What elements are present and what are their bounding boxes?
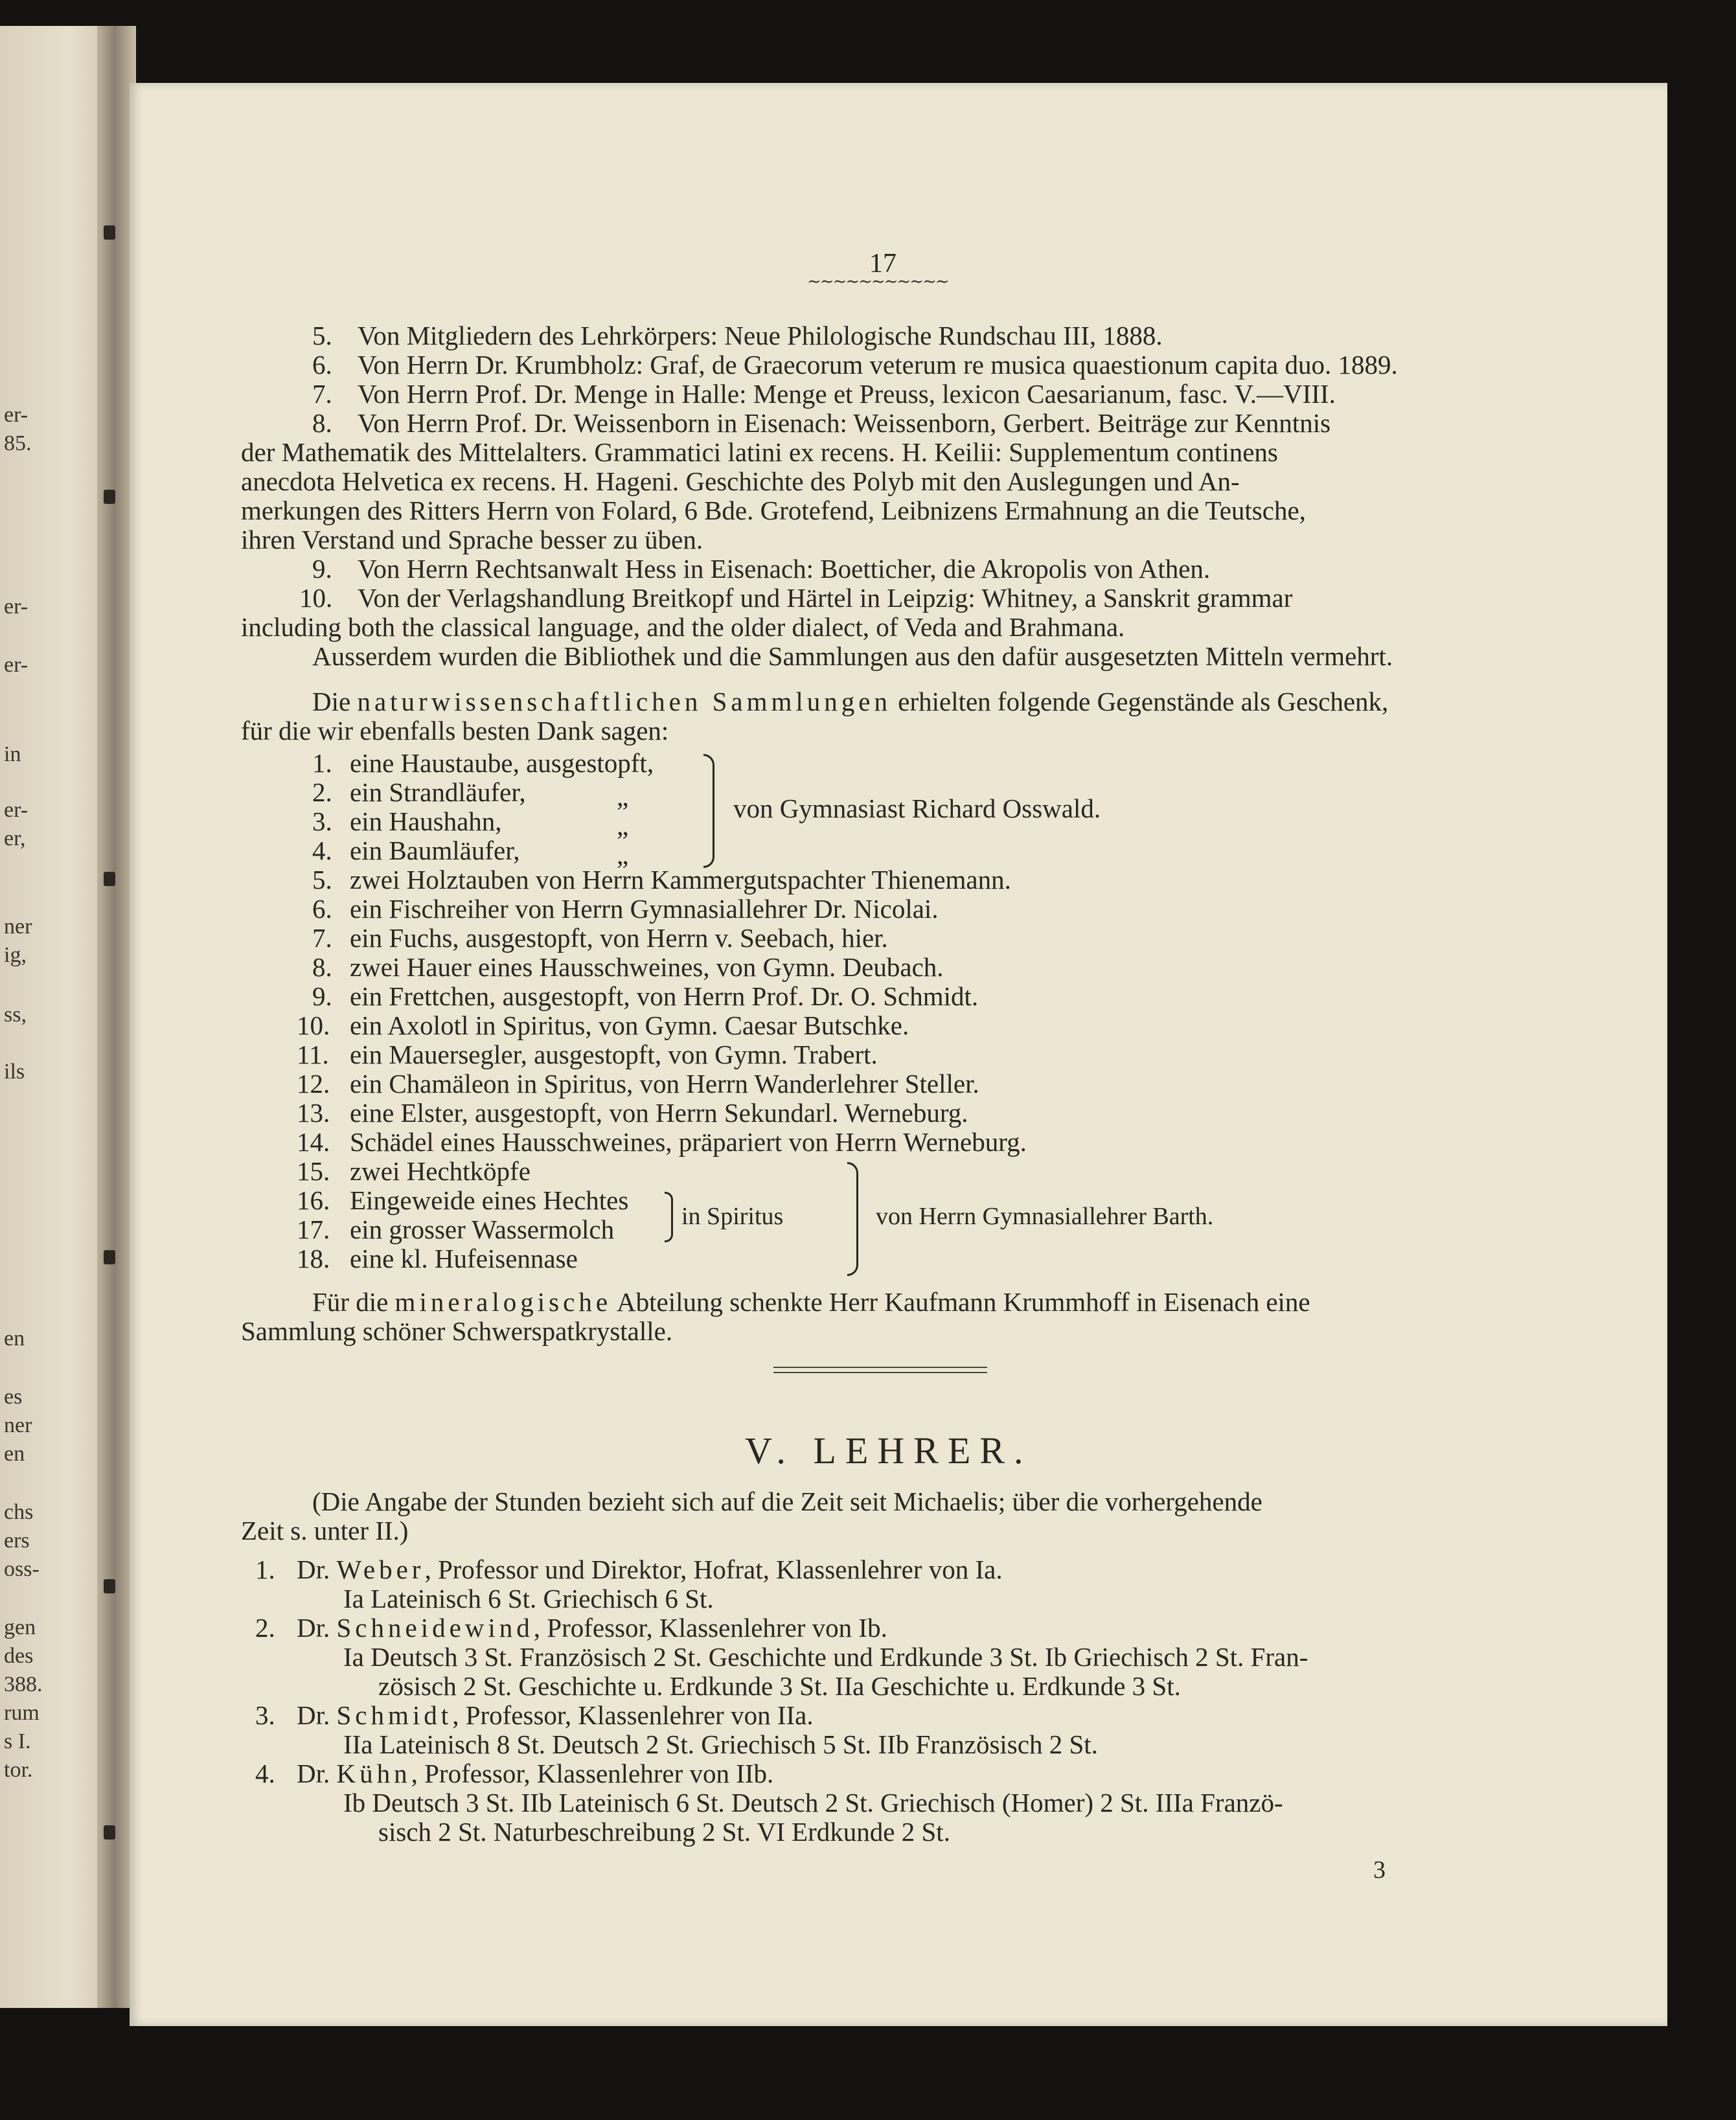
nat-item-text: zwei Hauer eines Hausschweines, von Gymn. Deubach. bbox=[350, 952, 944, 982]
teacher-desc: , Professor, Klassenlehrer von IIb. bbox=[411, 1759, 774, 1788]
margin-fragment: es bbox=[4, 1385, 23, 1409]
ausserdem-paragraph: Ausserdem wurden die Bibliothek und die Sammlungen aus den dafür ausgesetzten Mitteln vermehrt. bbox=[312, 641, 1393, 671]
library-item-text: Von Herrn Prof. Dr. Weissenborn in Eisenach: Weissenborn, Gerbert. Beiträge zur Kenntnis bbox=[358, 408, 1331, 438]
nat-item-number: 13. bbox=[297, 1098, 330, 1128]
library-item-number: 6. bbox=[312, 350, 332, 380]
nat-item-text: zwei Holztauben von Herrn Kammergutspachter Thienemann. bbox=[350, 865, 1011, 895]
teacher-entry bbox=[297, 1761, 773, 1787]
teacher-name: Kühn bbox=[336, 1759, 411, 1788]
section-heading: V. LEHRER. bbox=[745, 1430, 1033, 1472]
teacher-name: Schmidt bbox=[336, 1700, 453, 1730]
nat-item-text: zwei Hechtköpfe bbox=[350, 1156, 531, 1186]
curly-brace bbox=[847, 1162, 858, 1276]
nat-item-text: eine kl. Hufeisennase bbox=[350, 1244, 578, 1273]
teacher-hours: Ia Deutsch 3 St. Französisch 2 St. Geschichte und Erdkunde 3 St. Ib Griechisch 2 St. Fran- bbox=[343, 1642, 1308, 1672]
margin-fragment: 85. bbox=[4, 431, 32, 455]
nat-item-number: 12. bbox=[297, 1069, 330, 1099]
teacher-entry bbox=[297, 1702, 814, 1729]
margin-fragment: oss- bbox=[4, 1557, 40, 1581]
nat-item-text: ein Strandläufer, bbox=[350, 777, 526, 807]
nat-item-text: ein Fischreiher von Herrn Gymnasiallehrer Dr. Nicolai. bbox=[350, 894, 939, 924]
margin-fragment: er- bbox=[4, 798, 29, 822]
nat-item-number: 18. bbox=[297, 1244, 330, 1273]
nat-item-number: 14. bbox=[297, 1127, 330, 1157]
margin-fragment: er- bbox=[4, 653, 29, 677]
teacher-entry bbox=[297, 1615, 887, 1641]
teacher-title: Dr. bbox=[297, 1555, 330, 1584]
nat-item-text: ein Haushahn, bbox=[350, 806, 502, 836]
library-item-text: Von Herrn Dr. Krumbholz: Graf, de Graecorum veterum re musica quaestionum capita duo. 1889. bbox=[358, 350, 1398, 380]
nat-item-text: eine Haustaube, ausgestopft, bbox=[350, 748, 654, 778]
teacher-number: 3. bbox=[255, 1700, 275, 1730]
library-item-continuation: including both the classical language, and the older dialect, of Veda and Brahmana. bbox=[241, 612, 1125, 642]
nat-item-text: ein Frettchen, ausgestopft, von Herrn Prof. Dr. O. Schmidt. bbox=[350, 981, 979, 1011]
nat-item-text: ein Axolotl in Spiritus, von Gymn. Caesar Butschke. bbox=[350, 1010, 909, 1040]
binding-stitch bbox=[104, 1825, 115, 1840]
nat-item-text: Eingeweide eines Hechtes bbox=[350, 1185, 629, 1215]
nat-item-number: 11. bbox=[297, 1040, 329, 1069]
ornament-rule: ∼∼∼∼∼∼∼∼∼∼∼ bbox=[807, 272, 948, 291]
nat-item-number: 10. bbox=[297, 1010, 330, 1040]
library-item-text: Von der Verlagshandlung Breitkopf und Härtel in Leipzig: Whitney, a Sanskrit grammar bbox=[358, 583, 1293, 613]
binding-stitch bbox=[104, 872, 115, 886]
teacher-title: Dr. bbox=[297, 1613, 330, 1643]
margin-fragment: ner bbox=[4, 1413, 32, 1437]
nat-item-number: 9. bbox=[312, 981, 332, 1011]
nat-item-number: 6. bbox=[312, 894, 332, 924]
nat-intro-line2: für die wir ebenfalls besten Dank sagen: bbox=[241, 716, 669, 746]
signature-mark: 3 bbox=[1373, 1856, 1386, 1884]
section-divider bbox=[773, 1367, 987, 1368]
nat-item-number: 3. bbox=[312, 806, 332, 836]
margin-fragment: er, bbox=[4, 826, 26, 850]
margin-fragment: in bbox=[4, 742, 21, 766]
library-item-number: 8. bbox=[312, 408, 332, 438]
teacher-number: 2. bbox=[255, 1613, 275, 1643]
teacher-hours: IIa Lateinisch 8 St. Deutsch 2 St. Griechisch 5 St. IIb Französisch 2 St. bbox=[343, 1729, 1098, 1759]
margin-fragment: gen bbox=[4, 1615, 36, 1639]
nat-item-text: ein Baumläufer, bbox=[350, 836, 520, 865]
curly-brace bbox=[665, 1192, 673, 1242]
teacher-number: 1. bbox=[255, 1555, 275, 1584]
library-item-number: 5. bbox=[312, 321, 332, 350]
margin-fragment: ner bbox=[4, 915, 32, 939]
teacher-number: 4. bbox=[255, 1759, 275, 1788]
library-item-text: Von Mitgliedern des Lehrkörpers: Neue Philologische Rundschau III, 1888. bbox=[358, 321, 1163, 350]
nat-item-number: 4. bbox=[312, 836, 332, 865]
library-item-number: 7. bbox=[312, 379, 332, 409]
margin-fragment: ig, bbox=[4, 943, 27, 967]
teacher-hours: zösisch 2 St. Geschichte u. Erdkunde 3 St. IIa Geschichte u. Erdkunde 3 St. bbox=[378, 1671, 1181, 1701]
teacher-name: Weber bbox=[336, 1555, 425, 1584]
library-item-text: Von Herrn Rechtsanwalt Hess in Eisenach: Boetticher, die Akropolis von Athen. bbox=[358, 554, 1211, 584]
library-item-number: 9. bbox=[312, 554, 332, 584]
mineral-line2: Sammlung schöner Schwerspatkrystalle. bbox=[241, 1316, 673, 1346]
teacher-title: Dr. bbox=[297, 1759, 330, 1788]
brace-label: von Gymnasiast Richard Osswald. bbox=[733, 793, 1101, 823]
mineral-line1 bbox=[312, 1289, 1310, 1316]
ditto-mark: „ bbox=[617, 782, 629, 812]
margin-fragment: chs bbox=[4, 1500, 34, 1524]
margin-fragment: tor. bbox=[4, 1758, 33, 1782]
teacher-desc: , Professor, Klassenlehrer von Ib. bbox=[533, 1613, 887, 1643]
lehrer-note-line2: Zeit s. unter II.) bbox=[241, 1516, 409, 1545]
teacher-hours: Ia Lateinisch 6 St. Griechisch 6 St. bbox=[343, 1584, 714, 1613]
binding-stitch bbox=[104, 1250, 115, 1264]
brace-inner-label: in Spiritus bbox=[681, 1203, 784, 1230]
margin-fragment: s I. bbox=[4, 1729, 31, 1753]
library-item-continuation: anecdota Helvetica ex recens. H. Hageni. Geschichte des Polyb mit den Auslegungen und An- bbox=[241, 466, 1240, 496]
nat-item-number: 2. bbox=[312, 777, 332, 807]
lehrer-note-line1: (Die Angabe der Stunden bezieht sich auf die Zeit seit Michaelis; über die vorhergehende bbox=[312, 1487, 1262, 1516]
margin-fragment: en bbox=[4, 1327, 25, 1351]
nat-item-text: eine Elster, ausgestopft, von Herrn Sekundarl. Werneburg. bbox=[350, 1098, 968, 1128]
teacher-name: Schneidewind bbox=[336, 1613, 534, 1643]
brace-label: von Herrn Gymnasiallehrer Barth. bbox=[876, 1203, 1214, 1230]
teacher-hours: Ib Deutsch 3 St. IIb Lateinisch 6 St. Deutsch 2 St. Griechisch (Homer) 2 St. IIIa Franzö- bbox=[343, 1788, 1283, 1818]
binding-stitch bbox=[104, 225, 115, 240]
nat-item-number: 8. bbox=[312, 952, 332, 982]
teacher-hours: sisch 2 St. Naturbeschreibung 2 St. VI Erdkunde 2 St. bbox=[378, 1817, 950, 1847]
margin-fragment: ss, bbox=[4, 1003, 27, 1027]
library-item-number: 10. bbox=[299, 583, 333, 613]
section-divider bbox=[773, 1372, 987, 1373]
margin-fragment: 388. bbox=[4, 1672, 43, 1696]
margin-fragment: er- bbox=[4, 403, 29, 427]
margin-fragment: ils bbox=[4, 1060, 25, 1084]
mineral-post: Abteilung schenkte Herr Kaufmann Krummhoff in Eisenach eine bbox=[617, 1287, 1310, 1317]
nat-item-text: ein Chamäleon in Spiritus, von Herrn Wanderlehrer Steller. bbox=[350, 1069, 979, 1099]
margin-fragment: en bbox=[4, 1442, 25, 1466]
book-page bbox=[130, 83, 1667, 2026]
page-number: 17 bbox=[869, 249, 897, 279]
nat-intro-post: erhielten folgende Gegenstände als Geschenk, bbox=[898, 687, 1389, 716]
nat-item-number: 16. bbox=[297, 1185, 330, 1215]
nat-item-number: 17. bbox=[297, 1214, 330, 1244]
margin-fragment: rum bbox=[4, 1701, 40, 1725]
binding-stitch bbox=[104, 1579, 115, 1593]
ditto-mark: „ bbox=[617, 840, 629, 870]
mineral-pre: Für die bbox=[312, 1287, 389, 1317]
nat-intro-pre: Die bbox=[312, 687, 351, 716]
nat-item-number: 5. bbox=[312, 865, 332, 895]
nat-item-text: ein grosser Wassermolch bbox=[350, 1214, 615, 1244]
nat-item-number: 1. bbox=[312, 748, 332, 778]
nat-item-number: 7. bbox=[312, 923, 332, 953]
teacher-entry bbox=[297, 1556, 1003, 1583]
margin-fragment: ers bbox=[4, 1529, 30, 1553]
nat-item-text: ein Fuchs, ausgestopft, von Herrn v. Seebach, hier. bbox=[350, 923, 888, 953]
teacher-desc: , Professor und Direktor, Hofrat, Klassenlehrer von Ia. bbox=[424, 1555, 1003, 1584]
nat-intro-line1 bbox=[312, 689, 1388, 715]
library-item-continuation: der Mathematik des Mittelalters. Grammatici latini ex recens. H. Keilii: Supplementum continens bbox=[241, 437, 1278, 467]
margin-fragment: er- bbox=[4, 595, 29, 619]
teacher-title: Dr. bbox=[297, 1700, 330, 1730]
curly-brace bbox=[703, 754, 714, 868]
library-item-continuation: ihren Verstand und Sprache besser zu üben. bbox=[241, 525, 703, 554]
ditto-mark: „ bbox=[617, 811, 629, 841]
margin-fragment: des bbox=[4, 1644, 34, 1668]
binding-stitch bbox=[104, 490, 115, 504]
library-item-text: Von Herrn Prof. Dr. Menge in Halle: Menge et Preuss, lexicon Caesarianum, fasc. V.—VIII. bbox=[358, 379, 1336, 409]
mineral-spaced: mineralogische bbox=[394, 1287, 612, 1317]
nat-item-text: Schädel eines Hausschweines, präpariert von Herrn Werneburg. bbox=[350, 1127, 1027, 1157]
nat-item-text: ein Mauersegler, ausgestopft, von Gymn. Trabert. bbox=[350, 1040, 878, 1069]
teacher-desc: , Professor, Klassenlehrer von IIa. bbox=[452, 1700, 814, 1730]
nat-item-number: 15. bbox=[297, 1156, 330, 1186]
library-item-continuation: merkungen des Ritters Herrn von Folard, 6 Bde. Grotefend, Leibnizens Ermahnung an die Teutsche, bbox=[241, 496, 1306, 525]
nat-intro-spaced: naturwissenschaftlichen Sammlungen bbox=[357, 687, 891, 716]
